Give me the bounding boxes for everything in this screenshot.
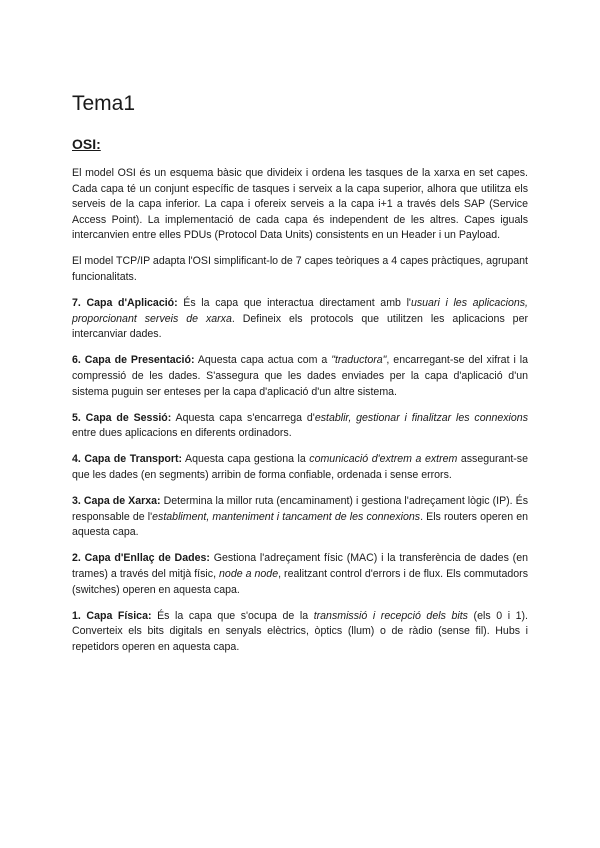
layer-heading: 6. Capa de Presentació: [72, 354, 195, 367]
document-title: Tema1 [72, 92, 136, 115]
layer-heading: 3. Capa de Xarxa: [72, 495, 161, 508]
layer-text: Aquesta capa gestiona la [182, 453, 310, 466]
intro-paragraph-tcpip: El model TCP/IP adapta l'OSI simplificant-lo de 7 capes teòriques a 4 capes pràctiques, agrupant funcionalitats. [72, 255, 528, 284]
layer-5-paragraph [72, 411, 528, 442]
layer-emphasis: "traductora" [331, 354, 387, 367]
layer-text: assegurant-se que les dades (en segments) arribin de forma confiable, ordenada i sense errors. [72, 453, 528, 481]
layer-text: Determina la millor ruta (encaminament) i gestiona l'adreçament lògic (IP). És responsable de l' [72, 495, 528, 523]
layer-heading: 5. Capa de Sessió: [72, 411, 172, 424]
document-body [72, 166, 528, 666]
layer-text: Aquesta capa actua com a [194, 354, 332, 367]
layer-3-paragraph [72, 494, 528, 541]
layer-emphasis: node a node [219, 567, 279, 580]
layer-6-paragraph [72, 353, 528, 400]
layer-emphasis: comunicació d'extrem a extrem [309, 453, 458, 466]
layer-text: És la capa que interactua directament amb l' [177, 297, 411, 310]
layer-emphasis: establir, gestionar i finalitzar les connexions [314, 411, 528, 424]
layer-text: (els 0 i 1). Converteix els bits digitals en senyals elèctrics, òptics (llum) o de ràdio (sense fil). Hubs i repetidors operen en aquesta capa. [72, 609, 528, 653]
layer-emphasis: establiment, manteniment i tancament de les connexions [152, 510, 421, 523]
section-heading-osi: OSI: [72, 136, 101, 152]
layer-heading: 1. Capa Física: [72, 609, 152, 622]
layer-2-paragraph [72, 551, 528, 598]
layer-text: Aquesta capa s'encarrega d' [171, 411, 315, 424]
layer-text: És la capa que s'ocupa de la [151, 609, 314, 622]
layer-heading: 2. Capa d'Enllaç de Dades: [72, 552, 210, 565]
layer-heading: 4. Capa de Transport: [72, 453, 183, 466]
layer-text: , realitzant control d'errors i de flux. Els commutadors (switches) operen en aquesta capa. [72, 567, 528, 596]
layer-text: . Defineix els protocols que utilitzen les aplicacions per intercanviar dades. [72, 312, 528, 341]
layer-emphasis: transmissió i recepció dels bits [313, 609, 468, 622]
layer-text: entre dues aplicacions en diferents ordinadors. [72, 427, 292, 440]
layer-text: , encarregant-se del xifrat i la compressió de les dades. S'assegura que les dades enviades per la capa d'aplicació d'un sistema puguin ser enteses per la capa d'aplicació d'un altre sistema. [72, 354, 528, 398]
layer-text: Gestiona l'adreçament físic (MAC) i la transferència de dades (en trames) a través del mitjà físic, [72, 552, 528, 580]
layer-1-paragraph [72, 609, 528, 656]
layer-emphasis: usuari i les aplicacions, proporcionant serveis de xarxa [72, 297, 528, 325]
intro-paragraph-osi: El model OSI és un esquema bàsic que divideix i ordena les tasques de la xarxa en set capes. Cada capa té un conjunt específic de tasques i serveix a la capa superior, alhora que utilitza els serveis de la capa inferior. La capa i ofereix serveis a la capa i+1 a través dels SAP (Service Access Point). La implementació de cada capa és independent de les altres. Capes iguals intercanvien entre elles PDUs (Protocol Data Units) consistents en un Header i un Payload. [72, 167, 528, 242]
layer-7-paragraph [72, 296, 528, 343]
layer-heading: 7. Capa d'Aplicació: [72, 297, 178, 310]
layer-4-paragraph [72, 452, 528, 483]
layer-text: . Els routers operen en aquesta capa. [72, 510, 528, 539]
